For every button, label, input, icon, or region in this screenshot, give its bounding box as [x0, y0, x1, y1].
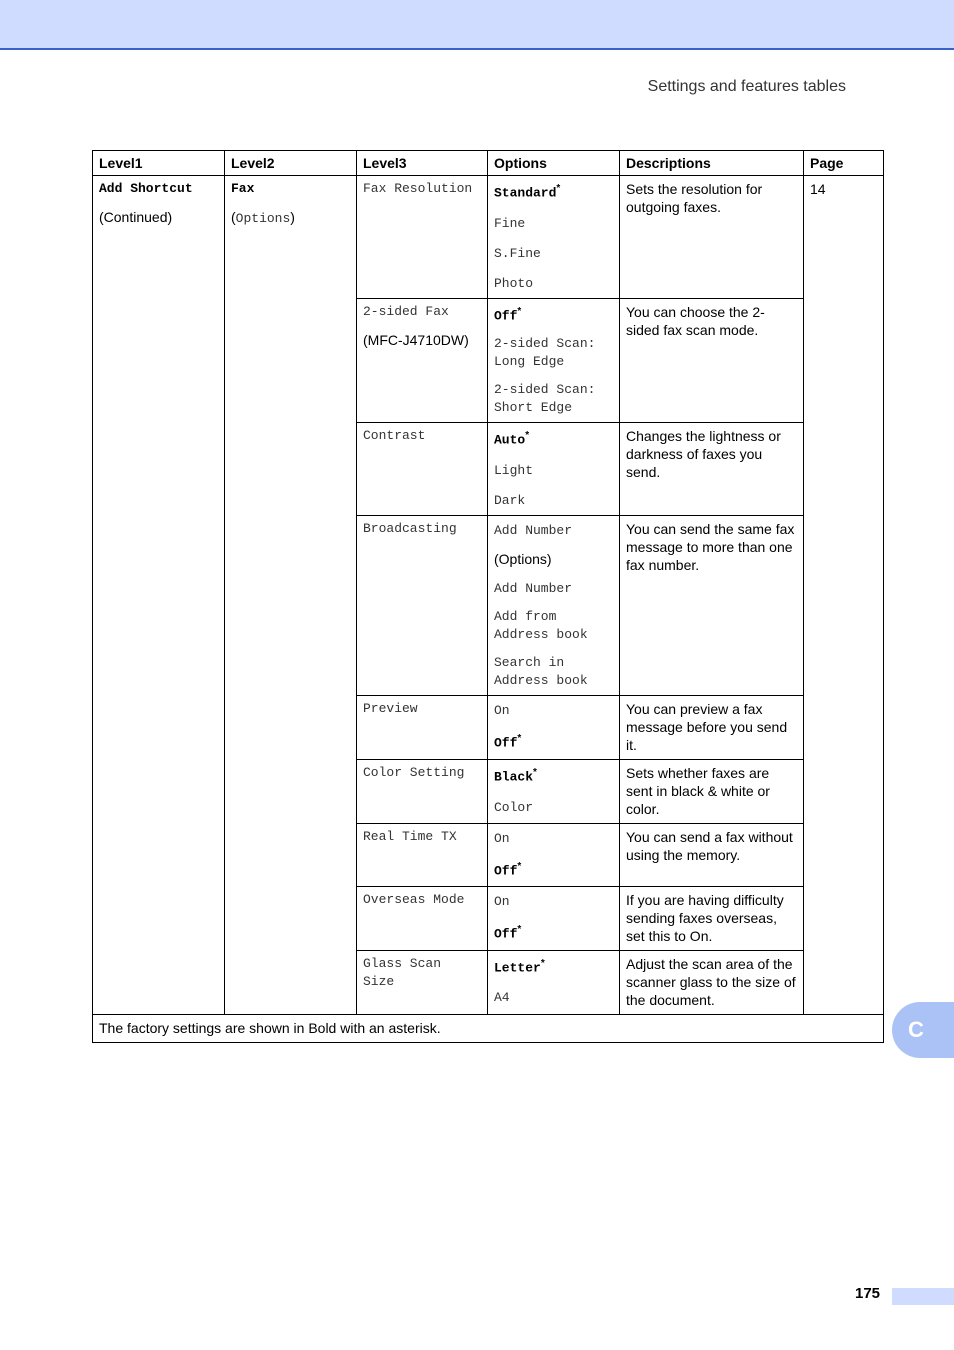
footer-note-row	[93, 1014, 884, 1042]
option-item	[494, 700, 613, 720]
table-body	[93, 176, 884, 1043]
options-cell	[488, 886, 620, 950]
level2-cell	[225, 176, 357, 1015]
level3-line: Real Time TX	[363, 828, 457, 844]
option-value: On	[494, 893, 510, 909]
option-item	[494, 180, 613, 203]
option-value: Add Number	[494, 522, 573, 538]
option-item	[494, 797, 613, 817]
option-line: Add from	[494, 608, 557, 624]
page-header-title: Settings and features tables	[647, 78, 846, 95]
level3-cell	[357, 695, 488, 759]
option-item	[494, 427, 613, 450]
default-asterisk: *	[540, 957, 545, 969]
option-item	[494, 764, 613, 787]
footer-note: The factory settings are shown in Bold with an asterisk.	[93, 1014, 884, 1042]
level1-name: Add Shortcut	[99, 181, 193, 196]
chapter-tab: C	[892, 1002, 954, 1058]
option-value: On	[494, 702, 510, 718]
description-cell: Changes the lightness or darkness of faxes you send.	[620, 423, 804, 516]
option-default: Off	[494, 308, 518, 324]
option-item	[494, 490, 613, 510]
header-page: Page	[804, 151, 884, 176]
option-line: Address book	[494, 626, 588, 642]
option-item	[494, 578, 613, 598]
option-default: Off	[494, 863, 518, 879]
level3-line: Overseas Mode	[363, 891, 465, 907]
option-value: Fine	[494, 215, 526, 231]
options-cell	[488, 515, 620, 695]
level3-line: Contrast	[363, 428, 426, 444]
option-default: Letter	[494, 960, 541, 976]
description-cell: Sets the resolution for outgoing faxes.	[620, 176, 804, 299]
option-value: Add Number	[494, 580, 573, 596]
description-cell: If you are having difficulty sending faxes overseas, set this to On.	[620, 886, 804, 950]
option-value: Light	[494, 462, 534, 478]
option-value: Color	[494, 799, 534, 815]
default-asterisk: *	[533, 766, 537, 778]
option-default: Standard	[494, 185, 557, 201]
default-asterisk: *	[517, 732, 522, 744]
option-default: Black	[494, 769, 534, 785]
default-asterisk: *	[525, 430, 530, 442]
option-label: (Options)	[494, 550, 552, 567]
option-item	[494, 273, 613, 293]
level3-cell	[357, 886, 488, 950]
option-default: Auto	[494, 432, 526, 448]
header-descriptions: Descriptions	[620, 151, 804, 176]
level2-options	[231, 208, 350, 228]
option-item	[494, 303, 613, 326]
options-cell	[488, 298, 620, 423]
option-item	[494, 858, 613, 881]
description-cell: You can send a fax without using the memory.	[620, 823, 804, 886]
level3-line: Preview	[363, 700, 418, 716]
option-value: Dark	[494, 492, 526, 508]
level3-name	[363, 700, 481, 718]
options-cell	[488, 823, 620, 886]
level3-name	[363, 520, 481, 538]
level3-line: Size	[363, 973, 395, 989]
options-cell	[488, 176, 620, 299]
settings-table	[92, 150, 884, 1043]
level3-name	[363, 828, 481, 846]
option-item	[494, 213, 613, 233]
option-item	[494, 654, 613, 690]
level3-cell	[357, 176, 488, 299]
option-item	[494, 608, 613, 644]
option-line: 2-sided Scan:	[494, 382, 596, 398]
options-cell	[488, 759, 620, 823]
option-item	[494, 891, 613, 911]
level3-cell	[357, 759, 488, 823]
option-item	[494, 955, 613, 978]
description-cell: You can send the same fax message to more than one fax number.	[620, 515, 804, 695]
option-item	[494, 460, 613, 480]
option-line: Search in	[494, 654, 565, 670]
option-item	[494, 730, 613, 753]
option-item	[494, 987, 613, 1007]
default-asterisk: *	[517, 923, 522, 935]
option-item	[494, 921, 613, 944]
option-item	[494, 828, 613, 848]
option-value: On	[494, 830, 510, 846]
description-cell: You can choose the 2-sided fax scan mode.	[620, 298, 804, 423]
page-number-bar	[892, 1288, 954, 1305]
level2-name: Fax	[231, 181, 255, 196]
option-default: Off	[494, 735, 518, 751]
default-asterisk: *	[517, 305, 522, 317]
option-line: Address book	[494, 672, 588, 688]
default-asterisk: *	[517, 860, 522, 872]
top-band	[0, 0, 954, 50]
page-cell: 14	[804, 176, 884, 1015]
level3-line: Color Setting	[363, 764, 465, 780]
level3-name	[363, 427, 481, 445]
level3-cell	[357, 515, 488, 695]
level3-line: 2-sided Fax	[363, 303, 449, 319]
option-line: 2-sided Scan:	[494, 336, 596, 352]
option-item	[494, 243, 613, 263]
level3-name	[363, 180, 481, 198]
level3-name	[363, 891, 481, 909]
header-level2: Level2	[225, 151, 357, 176]
level3-line: Glass Scan	[363, 955, 442, 971]
option-value: S.Fine	[494, 245, 541, 261]
level3-cell	[357, 823, 488, 886]
option-value: Photo	[494, 275, 534, 291]
option-value: A4	[494, 990, 510, 1006]
description-cell: You can preview a fax message before you send it.	[620, 695, 804, 759]
level3-line: Broadcasting	[363, 520, 457, 536]
header-level3: Level3	[357, 151, 488, 176]
option-default: Off	[494, 926, 518, 942]
option-line: Long Edge	[494, 354, 565, 370]
header-options: Options	[488, 151, 620, 176]
page-number: 175	[855, 1285, 881, 1302]
description-cell: Adjust the scan area of the scanner glass to the size of the document.	[620, 950, 804, 1014]
header-level1: Level1	[93, 151, 225, 176]
level3-model-note: (MFC-J4710DW)	[363, 331, 469, 348]
options-cell	[488, 423, 620, 516]
option-item	[494, 381, 613, 417]
level3-cell	[357, 950, 488, 1014]
description-cell: Sets whether faxes are sent in black & white or color.	[620, 759, 804, 823]
level1-note: (Continued)	[99, 209, 173, 225]
level3-line: Fax Resolution	[363, 181, 473, 196]
paren-open: (	[231, 209, 236, 225]
table-row	[93, 176, 884, 299]
option-item	[494, 520, 613, 540]
level3-name	[363, 955, 481, 991]
option-item	[494, 335, 613, 371]
option-item	[494, 550, 613, 568]
options-word: Options	[235, 211, 291, 226]
level3-cell	[357, 423, 488, 516]
options-cell	[488, 695, 620, 759]
default-asterisk: *	[556, 183, 561, 194]
level3-name	[363, 303, 481, 321]
level3-name	[363, 764, 481, 782]
table-header-row	[93, 151, 884, 176]
options-cell	[488, 950, 620, 1014]
level1-cell	[93, 176, 225, 1015]
level3-cell	[357, 298, 488, 423]
paren-close: )	[290, 209, 295, 225]
option-line: Short Edge	[494, 400, 573, 416]
